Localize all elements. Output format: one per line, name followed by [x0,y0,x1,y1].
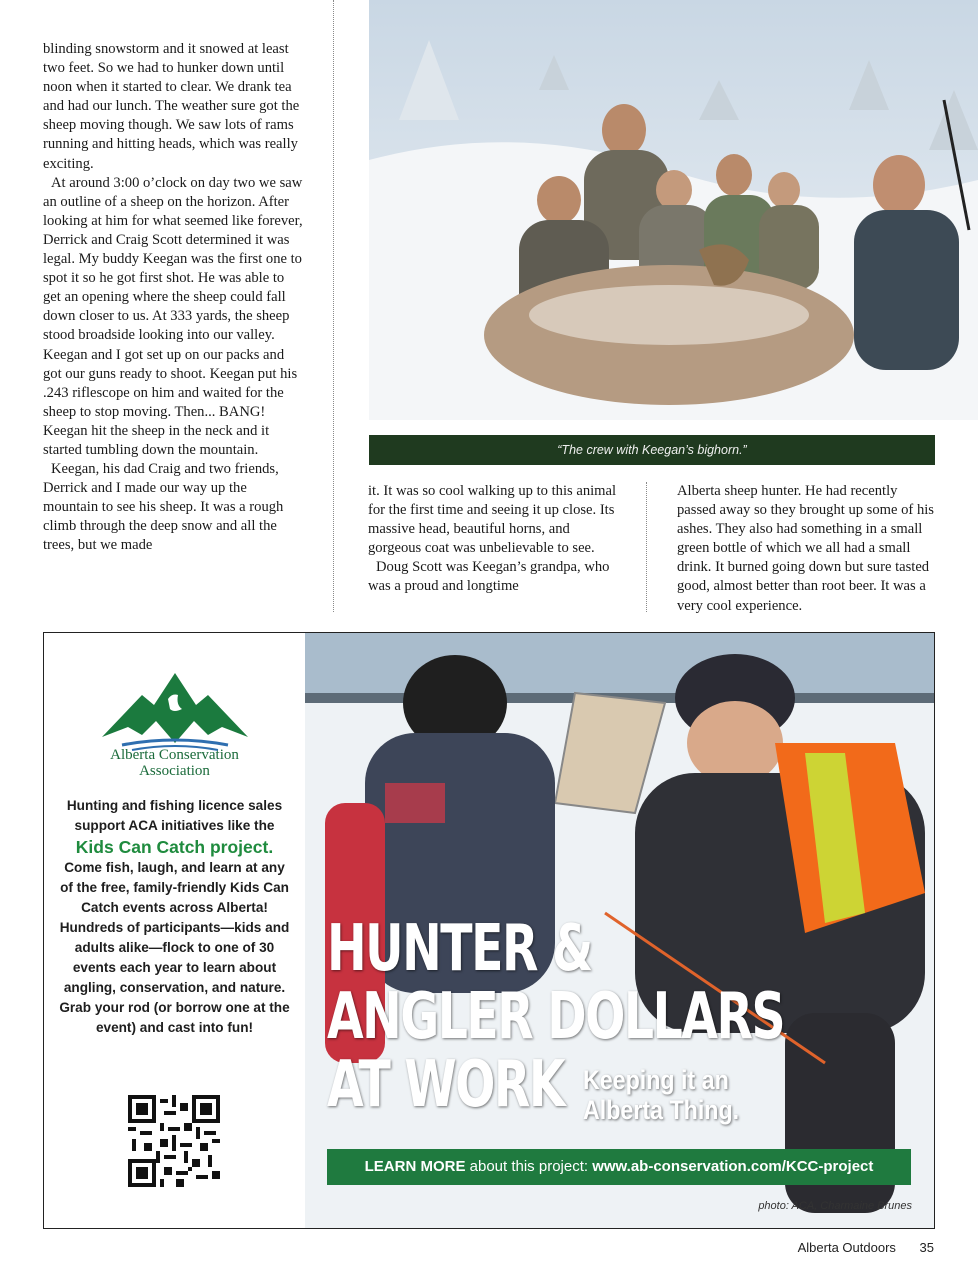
hunting-crew-photo [369,0,978,420]
publication-name: Alberta Outdoors [797,1240,896,1255]
hunting-crew-illustration [369,0,978,420]
ad-body-text: Come fish, laugh, and learn at any of the free, family-friendly Kids Can Catch events across Alberta! Hundreds of participants—kids and adults alike—flock to one of 30 events each year to learn about angling, conservation, and nature. Grab your rod (or borrow one at the event) and cast into fun! [59,860,290,1035]
ad-tagline [583,1065,807,1125]
page-footer [0,1240,934,1255]
aca-mountain-logo-icon [102,665,248,751]
ad-info-panel [44,633,305,1228]
photo-caption: “The crew with Keegan’s bighorn.” [369,435,935,465]
article-column-1 [43,40,305,556]
paragraph: Alberta sheep hunter. He had recently passed away so they brought up some of his ashes. They also had something in a small green bottle of which we all had a small drink. It burned going down but sure tasted good, almost better than root beer. It was a very cool experience. [677,483,934,614]
ad-intro-text: Hunting and fishing licence sales support ACA initiatives like the [66,798,283,833]
learn-more-banner[interactable] [327,1149,911,1185]
ad-description [58,796,291,1038]
org-name-line: Alberta Conservation [110,747,239,763]
paragraph: Keegan, his dad Craig and two friends, Derrick and I made our way up the mountain to see his sheep. It was a rough climb through the deep snow and all the trees, but we made [43,461,284,554]
aca-advertisement [43,632,935,1229]
paragraph: Doug Scott was Keegan’s grandpa, who was a proud and longtime [368,559,610,595]
ad-highlight-text: Kids Can Catch project. [75,837,274,857]
organization-name [64,747,285,779]
headline-line: AT WORK [327,1048,565,1122]
org-name-line: Association [139,763,210,779]
learn-more-label: LEARN MORE [364,1158,466,1175]
headline-line: ANGLER DOLLARS [327,980,785,1054]
tagline-line: Keeping it an [583,1065,729,1095]
learn-more-text: about this project: [469,1158,589,1175]
headline-line: HUNTER & [327,912,592,986]
tagline-line: Alberta Thing. [583,1095,740,1125]
learn-more-link[interactable]: www.ab-conservation.com/KCC-project [592,1158,874,1175]
column-divider [333,0,334,612]
article-column-3 [677,482,939,616]
page-number: 35 [919,1240,934,1255]
paragraph: it. It was so cool walking up to this animal for the first time and seeing it up close. Its massive head, beautiful horns, and gorgeous coat was unbelievable to see. [368,483,617,557]
paragraph: At around 3:00 o’clock on day two we saw an outline of a sheep on the horizon. After looking at him for what seemed like forever, Derrick and Craig Scott determined it was legal. My buddy Keegan was the first one to spot it so he got first shot. He was able to get an opening where the sheep could fall down closer to us. At 333 yards, the sheep stood broadside looking into our valley. Keegan and I got set up on our packs and got our guns ready to shoot. Keegan put his .243 riflescope on him and waited for the sheep to stop moving. Then... BANG! Keegan hit the sheep in the neck and it started tumbling down the mountain. [43,174,303,458]
column-divider [646,482,647,612]
ice-fishing-photo [305,633,934,1228]
qr-code-icon[interactable] [128,1095,220,1187]
paragraph: blinding snowstorm and it snowed at least two feet. So we had to hunker down until noon when it started to clear. We drank tea and had our lunch. The weather sure got the sheep moving though. We saw lots of rams running and hitting heads, which was really exciting. [43,41,300,172]
article-column-2 [368,482,618,597]
photo-credit: photo: ACA, Charmaine Brunes [758,1200,912,1212]
